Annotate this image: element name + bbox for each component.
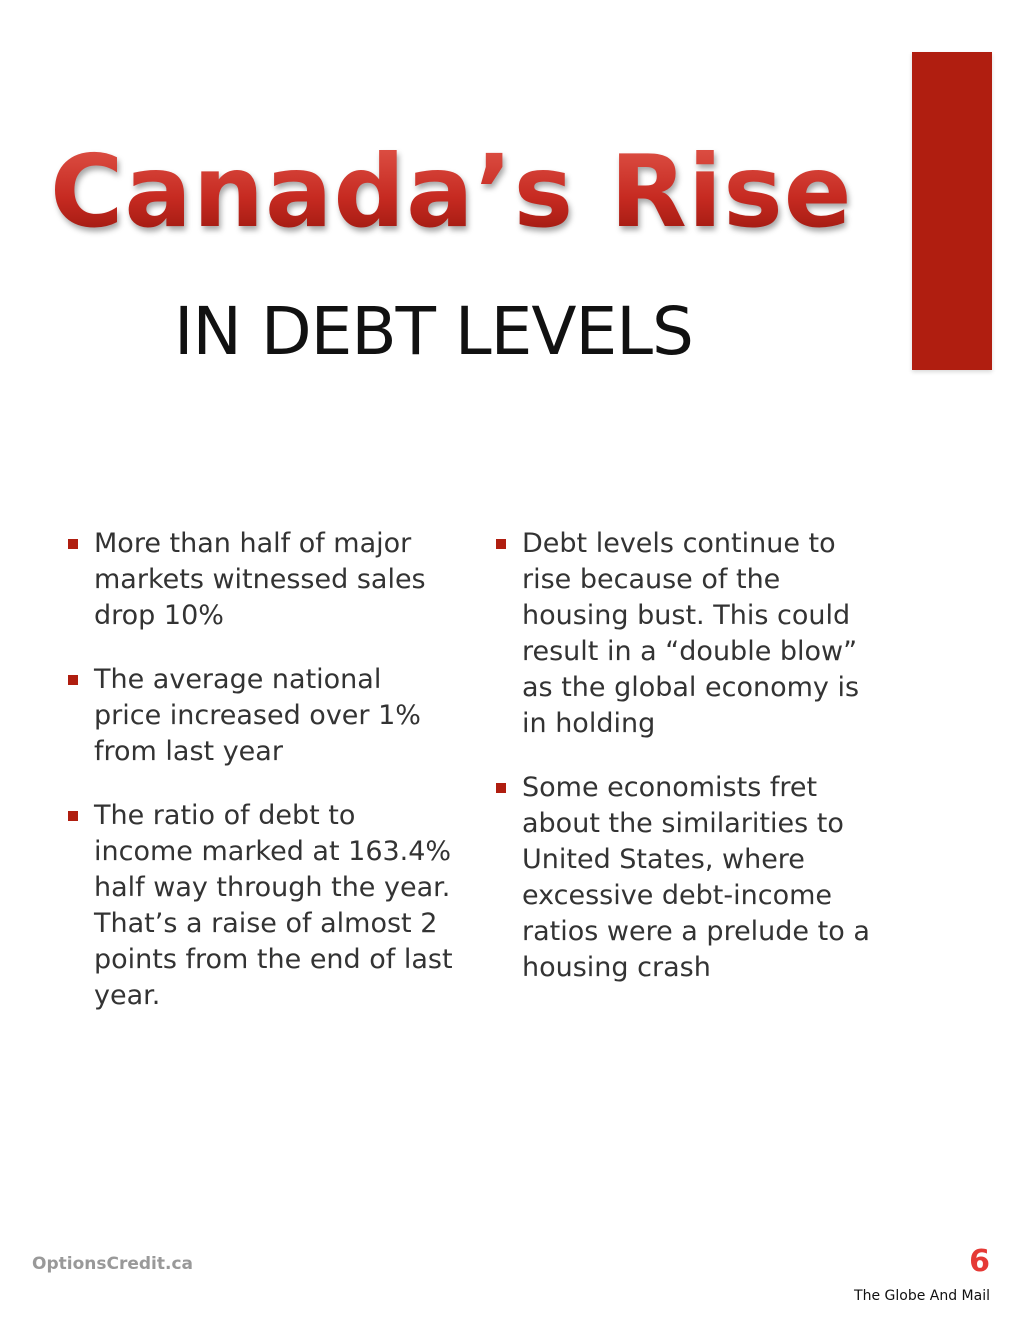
- square-bullet-icon: [496, 539, 506, 549]
- bullet-text: The ratio of debt to income marked at 163.4% half way through the year. That’s a raise of almost 2 points from the end of last year.: [94, 800, 453, 1011]
- list-item: [492, 526, 882, 742]
- list-item: [64, 798, 454, 1014]
- square-bullet-icon: [68, 811, 78, 821]
- list-item: [64, 526, 454, 634]
- accent-bar: [912, 52, 992, 370]
- right-bullet-list: [492, 526, 882, 1014]
- square-bullet-icon: [68, 675, 78, 685]
- left-bullet-list: [64, 526, 454, 1042]
- bullet-text: The average national price increased over 1% from last year: [94, 664, 421, 767]
- footer-site-name: OptionsCredit.ca: [32, 1254, 193, 1274]
- bullet-text: Debt levels continue to rise because of the housing bust. This could result in a “double blow” as the global economy is in holding: [522, 528, 860, 739]
- list-item: [64, 662, 454, 770]
- list-item: [492, 770, 882, 986]
- bullet-text: More than half of major markets witnessed sales drop 10%: [94, 528, 426, 631]
- page-title: Canada’s Rise: [50, 132, 870, 252]
- page-subtitle: IN DEBT LEVELS: [174, 293, 693, 370]
- source-credit: The Globe And Mail: [854, 1288, 990, 1304]
- page-number: 6: [969, 1244, 990, 1279]
- bullet-text: Some economists fret about the similarities to United States, where excessive debt-income ratios were a prelude to a housing crash: [522, 772, 870, 983]
- square-bullet-icon: [68, 539, 78, 549]
- square-bullet-icon: [496, 783, 506, 793]
